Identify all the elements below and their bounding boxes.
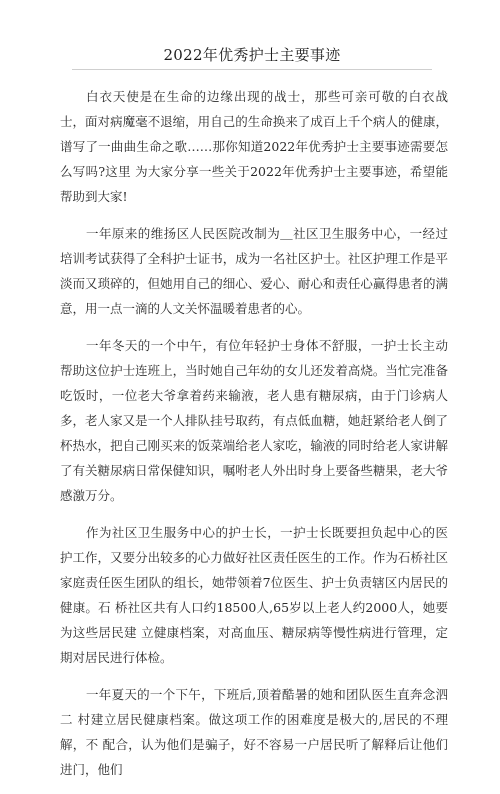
paragraph-intro: 白衣天使是在生命的边缘出现的战士，那些可亲可敬的白衣战士，面对病魔毫不退缩，用自己的生命换来了成百上千个病人的健康，谱写了一曲曲生命之歌……那你知道2022年优秀护士主要事迹需要怎么写吗?这里 为大家分享一些关于2022年优秀护士主要事迹，希望能帮助到大家!: [60, 89, 448, 204]
title-block: [72, 44, 432, 70]
document-body: [60, 84, 448, 794]
paragraph-summer-story: 一年夏天的一个下午，下班后,顶着酷暑的她和团队医生直奔念泗二 村建立居民健康档案。做这项工作的困难度是极大的,居民的不理解，不 配合，认为他们是骗子，好不容易一户居民听了解释后让他们进门，他们: [60, 687, 448, 777]
document-title: 2022年优秀护士主要事迹: [163, 46, 341, 64]
paragraph-winter-story: 一年冬天的一个中午，有位年轻护士身体不舒服，一护士长主动帮助这位护士连班上，当时她自己年幼的女儿还发着高烧。当忙完准备吃饭时，一位老大爷拿着药来输液，老人患有糖尿病，由于门诊病人多，老人家又是一个人排队挂号取药，有点低血糖，她赶紧给老人倒了杯热水，把自己刚买来的饭菜端给老人家吃，输液的同时给老人家讲解了有关糖尿病日常保健知识，嘱咐老人外出时身上要备些糖果，老大爷感激万分。: [60, 338, 448, 503]
paragraph-responsibilities: 作为社区卫生服务中心的护士长，一护士长既要担负起中心的医护工作，又要分出较多的心力做好社区责任医生的工作。作为石桥社区家庭责任医生团队的组长，她带领着7位医生、护士负责辖区内居民的健康。石 桥社区共有人口约18500人,65岁以上老人约2000人，她要为这些居民建 立健康档案，对高血压、糖尿病等慢性病进行管理，定期对居民进行体检。: [60, 525, 448, 665]
paragraph-background: 一年原来的维扬区人民医院改制为＿社区卫生服务中心，一经过培训考试获得了全科护士证书，成为一名社区护士。社区护理工作是平淡而又琐碎的，但她用自己的细心、爱心、耐心和责任心赢得患者的满意，用一点一滴的人文关怀温暖着患者的心。: [60, 226, 448, 316]
title-underline: [72, 69, 432, 70]
